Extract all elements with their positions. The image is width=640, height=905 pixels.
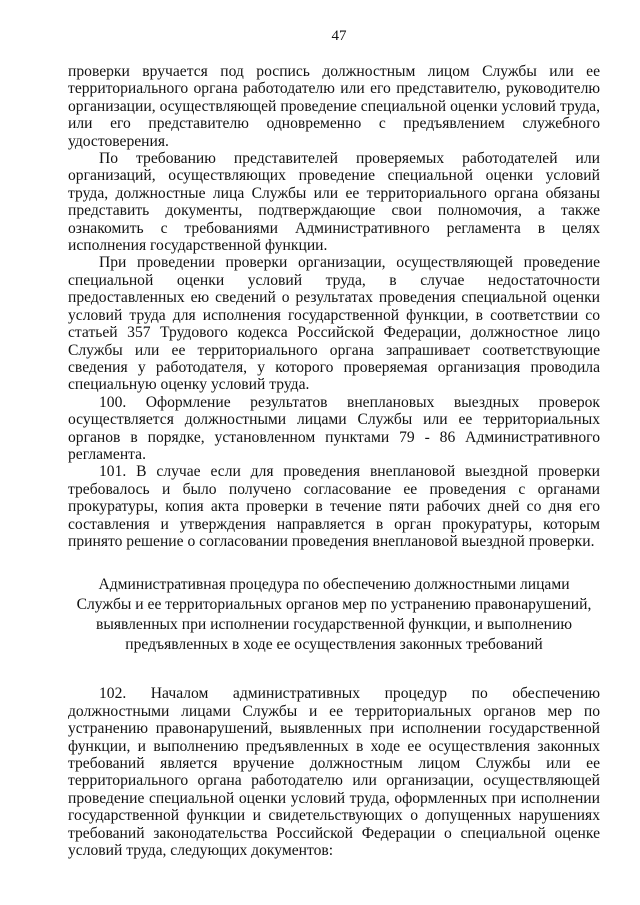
paragraph-item-102: 102. Началом административных процедур по обеспечению должностными лицами Службы и ее территориальных органов мер по устранению правонарушений, выявленных при исполнении государственной функции, и выполнению предъявленных в ходе ее осуществления законных требований является вручение должностным лицом Службы или ее территориального органа работодателю или организации, осуществляющей проведение специальной оценки условий труда, оформленных при исполнении государственной функции и свидетельствующих о допущенных нарушениях требований законодательства Российской Федерации о специальной оценке условий труда, следующих документов: xyxy=(68,685,600,860)
page-number: 47 xyxy=(331,28,347,44)
paragraph-inspection-of-organization: При проведении проверки организации, осуществляющей проведение специальной оценки условий труда, в случае недостаточности предоставленных ею сведений о результатах проведения специальной оценки условий труда для исполнения государственной функции, в соответствии со статьей 357 Трудового кодекса Российской Федерации, должностное лицо Службы или ее территориального органа запрашивает соответствующие сведения у работодателя, у которого проверяемая организация проводила специальную оценку условий труда. xyxy=(68,254,600,394)
section-title xyxy=(68,575,600,655)
paragraph-item-100: 100. Оформление результатов внеплановых выездных проверок осуществляется должностными лицами Службы или ее территориальных органов в порядке, установленном пунктами 79 - 86 Административного регламента. xyxy=(68,393,600,463)
section-title-line: выявленных при исполнении государственной функции, и выполнению xyxy=(95,616,572,634)
section-title-line: предъявленных в ходе ее осуществления законных требований xyxy=(125,636,543,654)
paragraph-delivery-of-order: проверки вручается под роспись должностным лицом Службы или ее территориального органа работодателю или его представителю, руководителю организации, осуществляющей проведение специальной оценки условий труда, или его представителю одновременно с предъявлением служебного удостоверения. xyxy=(68,63,600,150)
section-title-line: Административная процедура по обеспечению должностными лицами xyxy=(98,576,570,594)
section-title-line: Службы и ее территориальных органов мер по устранению правонарушений, xyxy=(76,596,592,614)
paragraph-representatives-request: По требованию представителей проверяемых работодателей или организаций, осуществляющих проведение специальной оценки условий труда, должностные лица Службы или ее территориального органа обязаны представить документы, подтверждающие свои полномочия, а также ознакомить с требованиями Административного регламента в целях исполнения государственной функции. xyxy=(68,150,600,255)
document-body xyxy=(68,63,600,859)
paragraph-item-101: 101. В случае если для проведения внеплановой выездной проверки требовалось и было получено согласование ее проведения с органами прокуратуры, копия акта проверки в течение пяти рабочих дней со дня его составления и утверждения направляется в орган прокуратуры, которым принято решение о согласовании проведения внеплановой выездной проверки. xyxy=(68,463,600,550)
